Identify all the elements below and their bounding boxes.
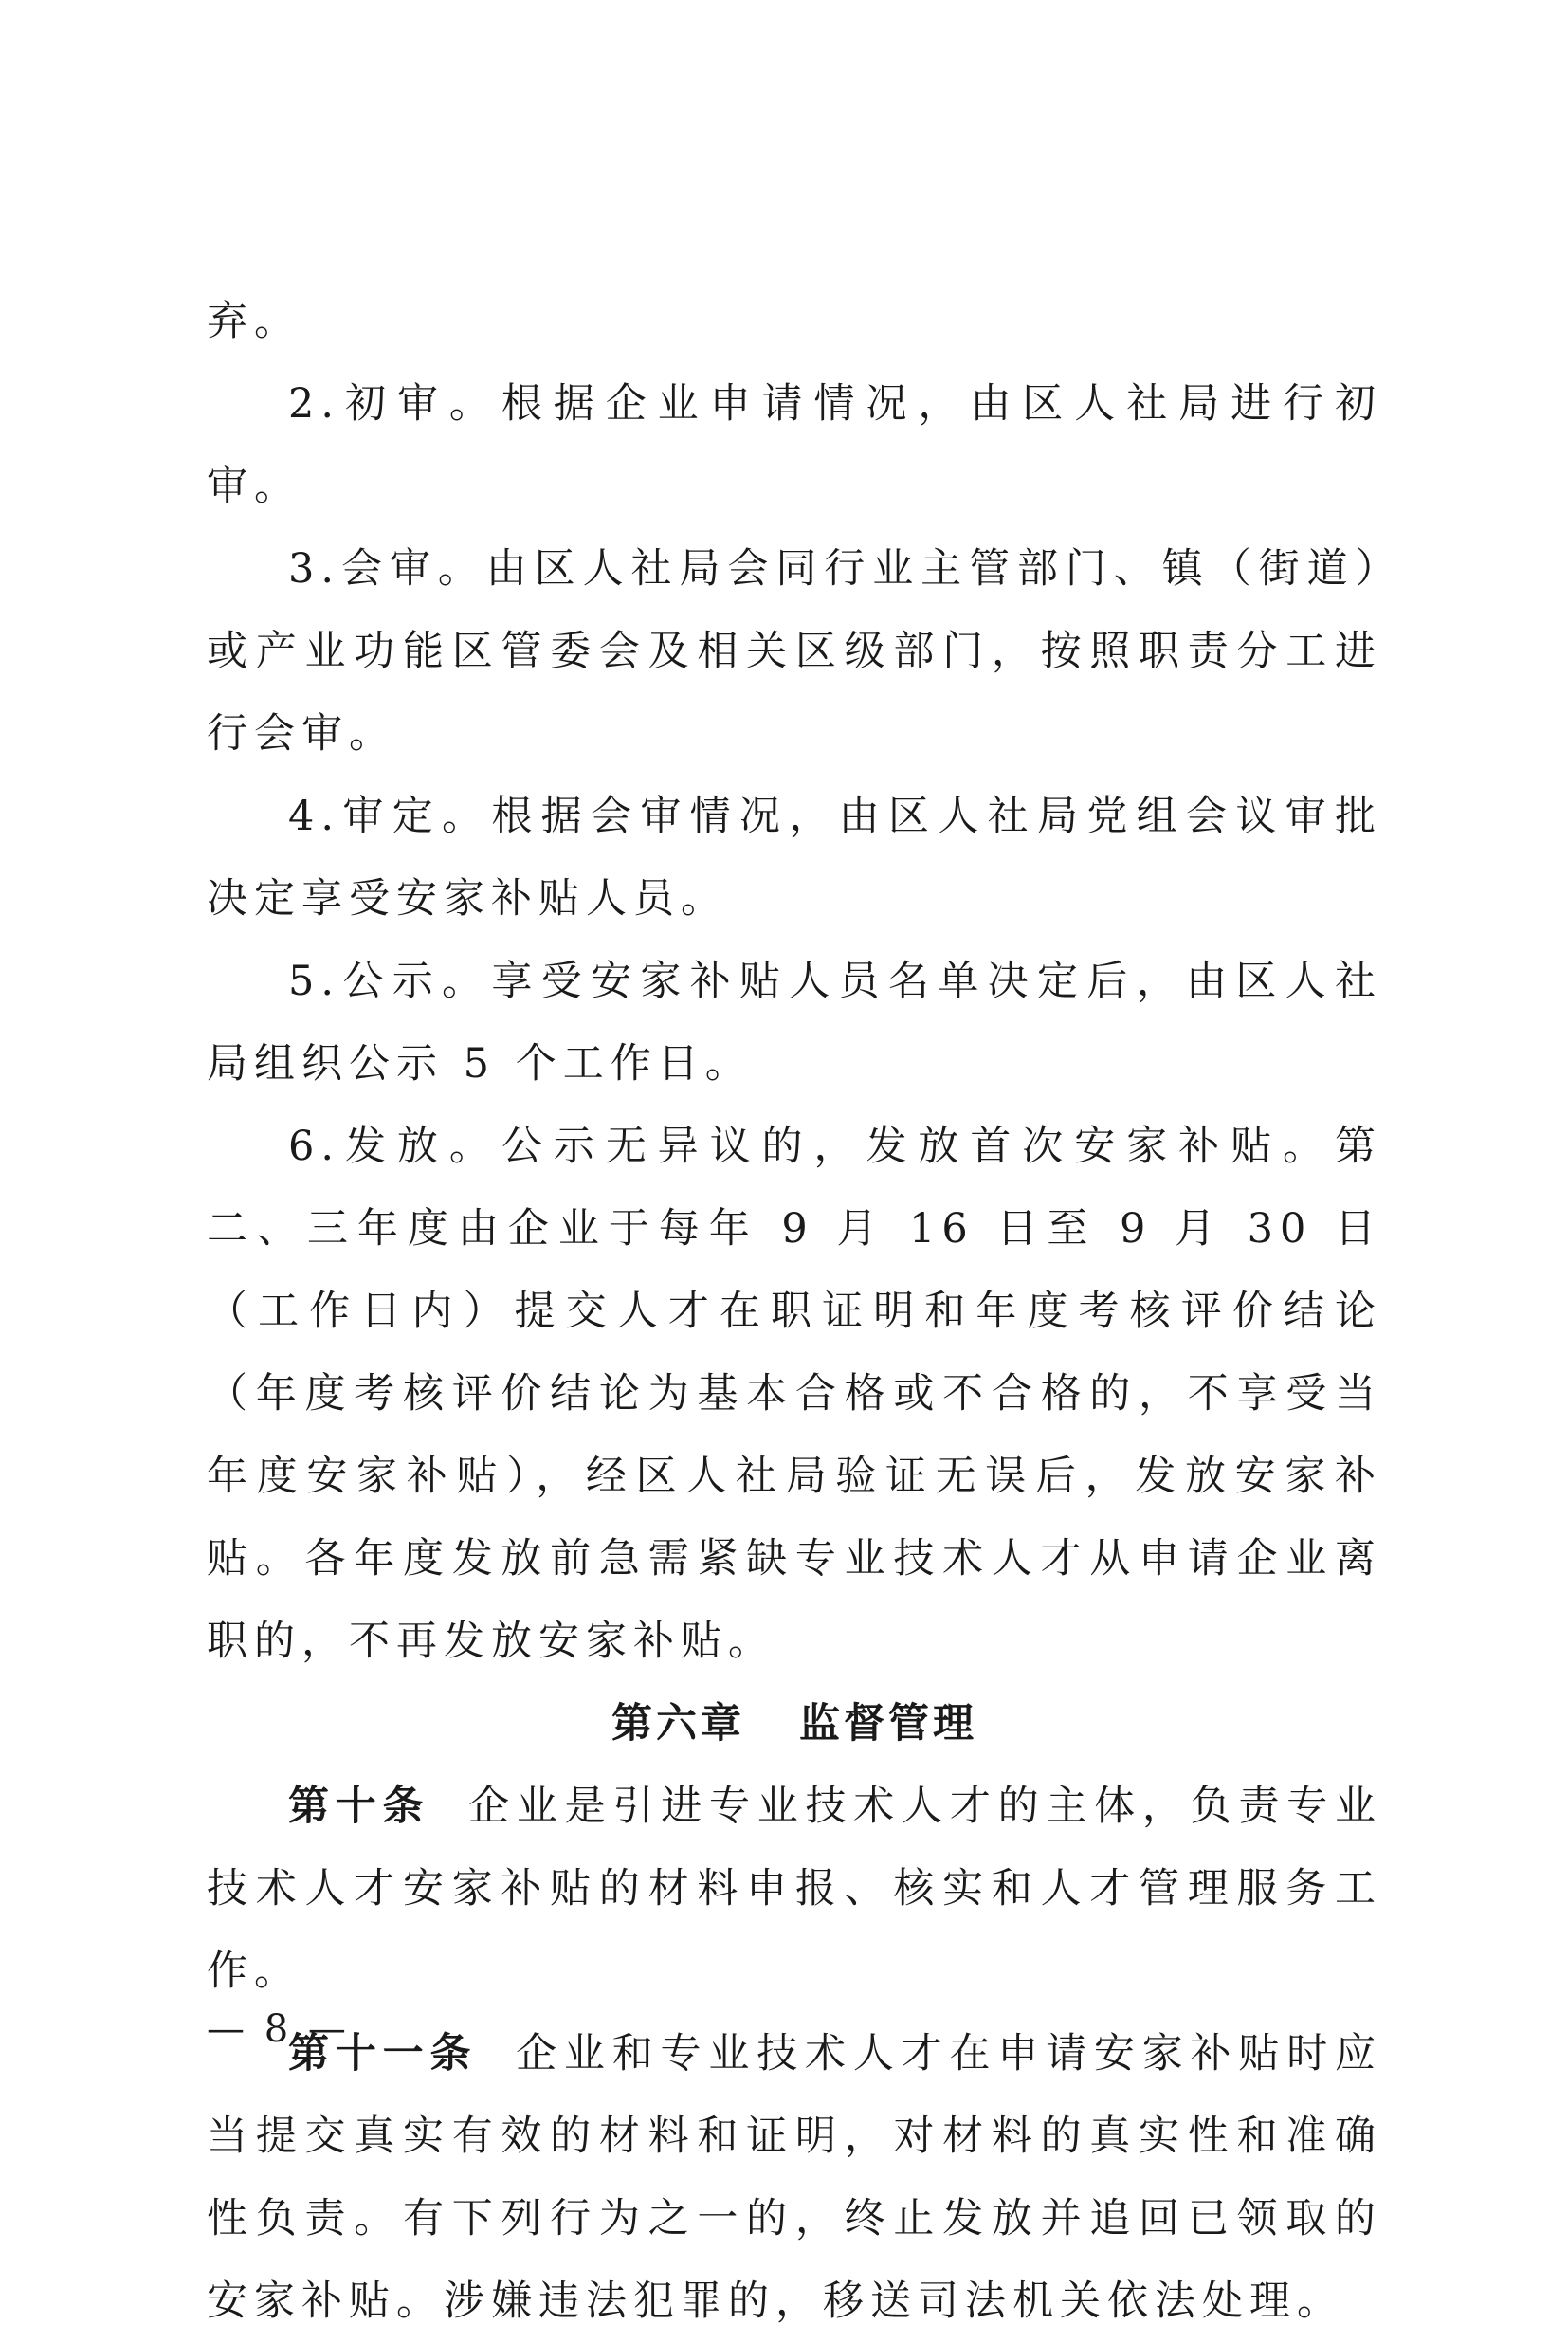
chapter-heading: 第六章 监督管理 <box>611 1700 977 1748</box>
paragraph-joint-review: 3.会审。由区人社局会同行业主管部门、镇（街道）或产业功能区管委会及相关区级部门，按照职责分工进行会审。 <box>207 545 1382 758</box>
paragraph-initial-review: 2.初审。根据企业申请情况，由区人社局进行初审。 <box>207 380 1382 510</box>
page-number: — 8 — <box>207 2007 350 2051</box>
article-11 <box>207 2013 1382 2343</box>
paragraph-publicity: 5.公示。享受安家补贴人员名单决定后，由区人社局组织公示 5 个工作日。 <box>207 958 1382 1088</box>
article-10-label: 第十条 <box>288 1783 430 1830</box>
paragraph-payment: 6.发放。公示无异议的，发放首次安家补贴。第二、三年度由企业于每年 9 月 16 日至 9 月 30 日（工作日内）提交人才在职证明和年度考核评价结论（年度考核评价结论为基本合格或不合格的，不享受当年度安家补贴），经区人社局验证无误后，发放安家补贴。各年度发放前急需紧缺专业技术人才从申请企业离职的，不再发放安家补贴。 <box>207 1123 1382 1665</box>
article-10-text: 企业是引进专业技术人才的主体，负责专业技术人才安家补贴的材料申报、核实和人才管理服务工作。 <box>207 1783 1383 1995</box>
article-11-text: 企业和专业技术人才在申请安家补贴时应当提交真实有效的材料和证明，对材料的真实性和准确性负责。有下列行为之一的，终止发放并追回已领取的安家补贴。涉嫌违法犯罪的，移送司法机关依法处理。 <box>207 2030 1383 2325</box>
paragraph-approval: 4.审定。根据会审情况，由区人社局党组会议审批决定享受安家补贴人员。 <box>207 793 1382 923</box>
article-11-label: 第十一条 <box>288 2030 478 2078</box>
document-body <box>207 281 1382 2343</box>
paragraph-continuation: 弃。 <box>207 298 301 345</box>
article-10 <box>207 1766 1382 2013</box>
